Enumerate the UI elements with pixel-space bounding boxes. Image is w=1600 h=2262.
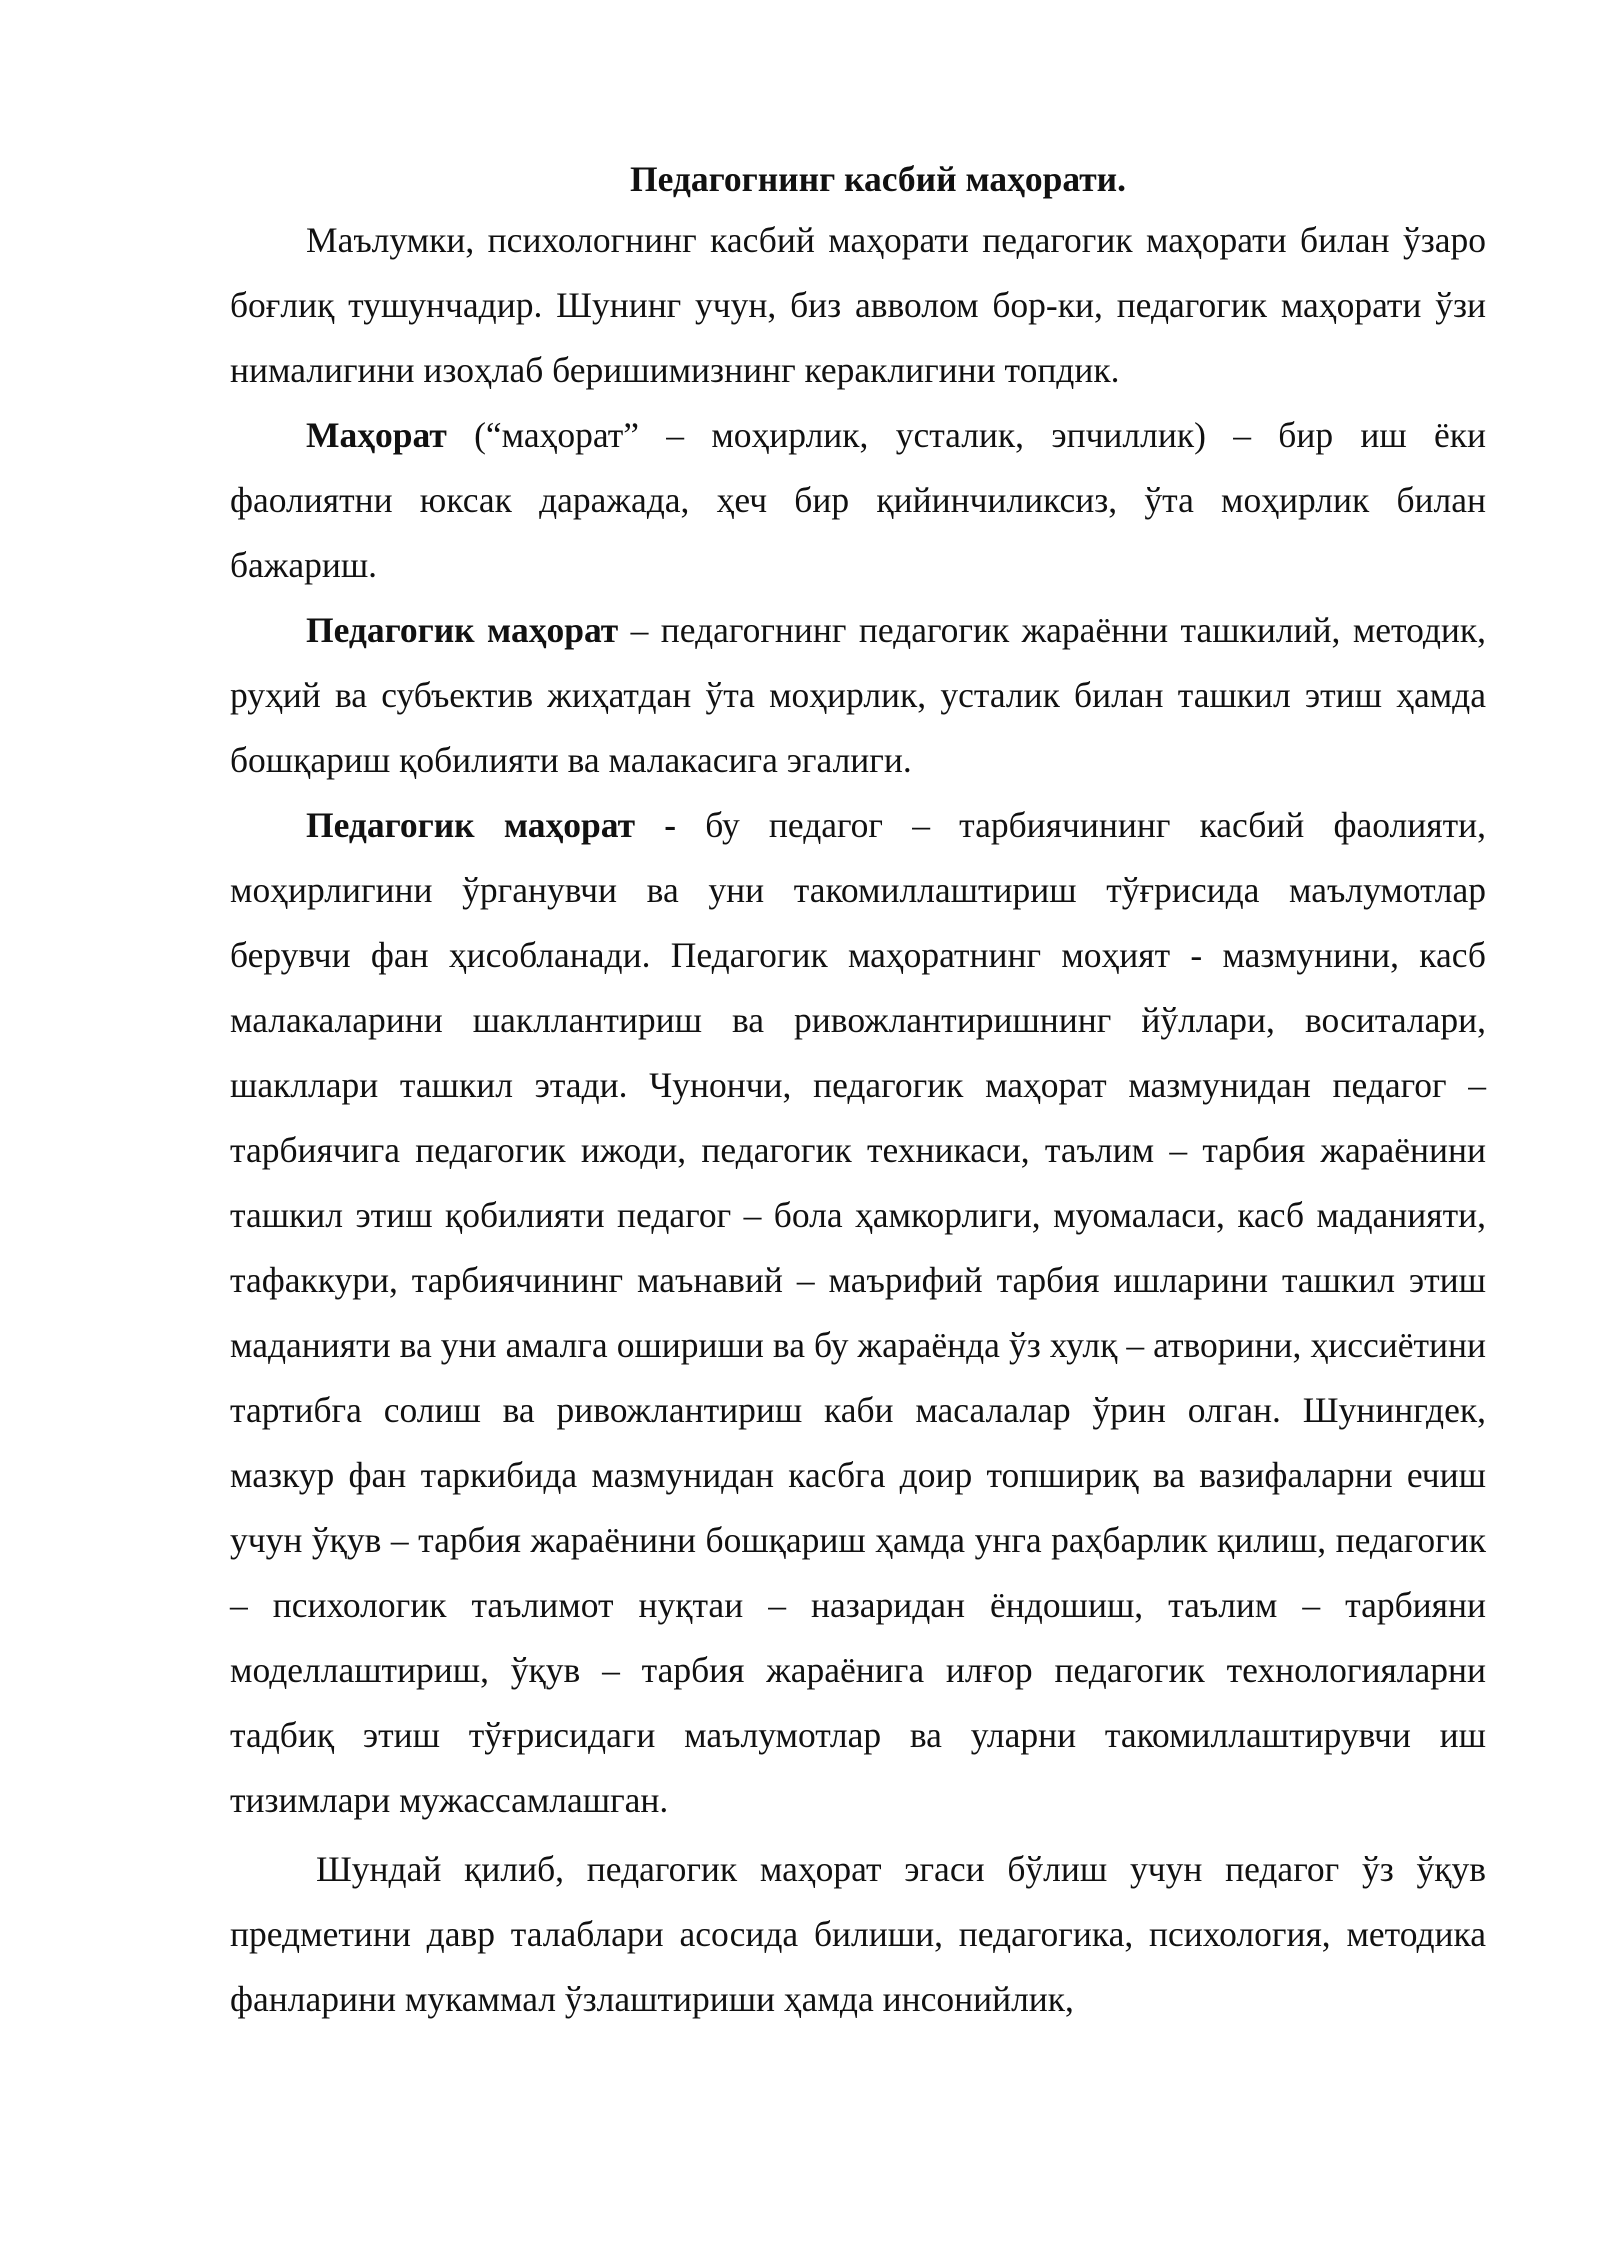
document-title: Педагогнинг касбий маҳорати. [630, 159, 1126, 199]
paragraph-term: Маҳорат [306, 415, 447, 455]
paragraph-term: Педагогик маҳорат - [306, 805, 677, 845]
paragraph-pedagogical-mahorat-science [230, 793, 1486, 1833]
paragraph-text: бу педагог – тарбиячининг касбий фаолияти, моҳирлигини ўрганувчи ва уни такомиллаштириш тўғрисида маълумотлар берувчи фан ҳисобланади. Педагогик маҳоратнинг моҳият - мазмунини, касб малакаларини шакллантириш ва ривожлантиришнинг йўллари, воситалари, шакллари ташкил этади. Чунончи, педагогик маҳорат мазмунидан педагог – тарбиячига педагогик ижоди, педагогик техникаси, таълим – тарбия жараёнини ташкил этиш қобилияти педагог – бола ҳамкорлиги, муомаласи, касб маданияти, тафаккури, тарбиячининг маънавий – маърифий тарбия ишларини ташкил этиш маданияти ва уни амалга ошириши ва бу жараёнда ўз хулқ – атворини, ҳиссиётини тартибга солиш ва ривожлантириш каби масалалар ўрин олган. Шунингдек, мазкур фан таркибида мазмунидан касбга доир топшириқ ва вазифаларни ечиш учун ўқув – тарбия жараёнини бошқариш ҳамда унга раҳбарлик қилиш, педагогик – психологик таълимот нуқтаи – назаридан ёндошиш, таълим – тарбияни моделлаштириш, ўқув – тарбия жараёнига илғор педагогик технологияларни тадбиқ этиш тўғрисидаги маълумотлар ва уларни такомиллаштирувчи иш тизимлари мужассамлашган. [230, 805, 1486, 1820]
paragraph-text: (“маҳорат” – моҳирлик, усталик, эпчиллик) – бир иш ёки фаолиятни юксак даражада, ҳеч бир қийинчиликсиз, ўта моҳирлик билан бажариш. [230, 415, 1486, 585]
paragraph-term: Педагогик маҳорат [306, 610, 619, 650]
document-body [230, 150, 1486, 2032]
paragraph-mahorat-definition [230, 403, 1486, 598]
paragraph-pedagogical-mahorat-definition [230, 598, 1486, 793]
paragraph-intro [230, 208, 1486, 403]
paragraph-text: Шундай қилиб, педагогик маҳорат эгаси бўлиш учун педагог ўз ўқув предметини давр талаблари асосида билиши, педагогика, психология, методика фанларини мукаммал ўзлаштириши ҳамда инсонийлик, [230, 1849, 1486, 2019]
paragraph-text: – педагогнинг педагогик жараённи ташкилий, методик, руҳий ва субъектив жиҳатдан ўта моҳирлик, усталик билан ташкил этиш ҳамда бошқариш қобилияти ва малакасига эгалиги. [230, 610, 1486, 780]
paragraph-conclusion [230, 1837, 1486, 2032]
paragraph-text: Маълумки, психологнинг касбий маҳорати педагогик маҳорати билан ўзаро боғлиқ тушунчадир. Шунинг учун, биз авволом бор-ки, педагогик маҳорати ўзи нималигини изоҳлаб беришимизнинг кераклигини топдик. [230, 220, 1486, 390]
